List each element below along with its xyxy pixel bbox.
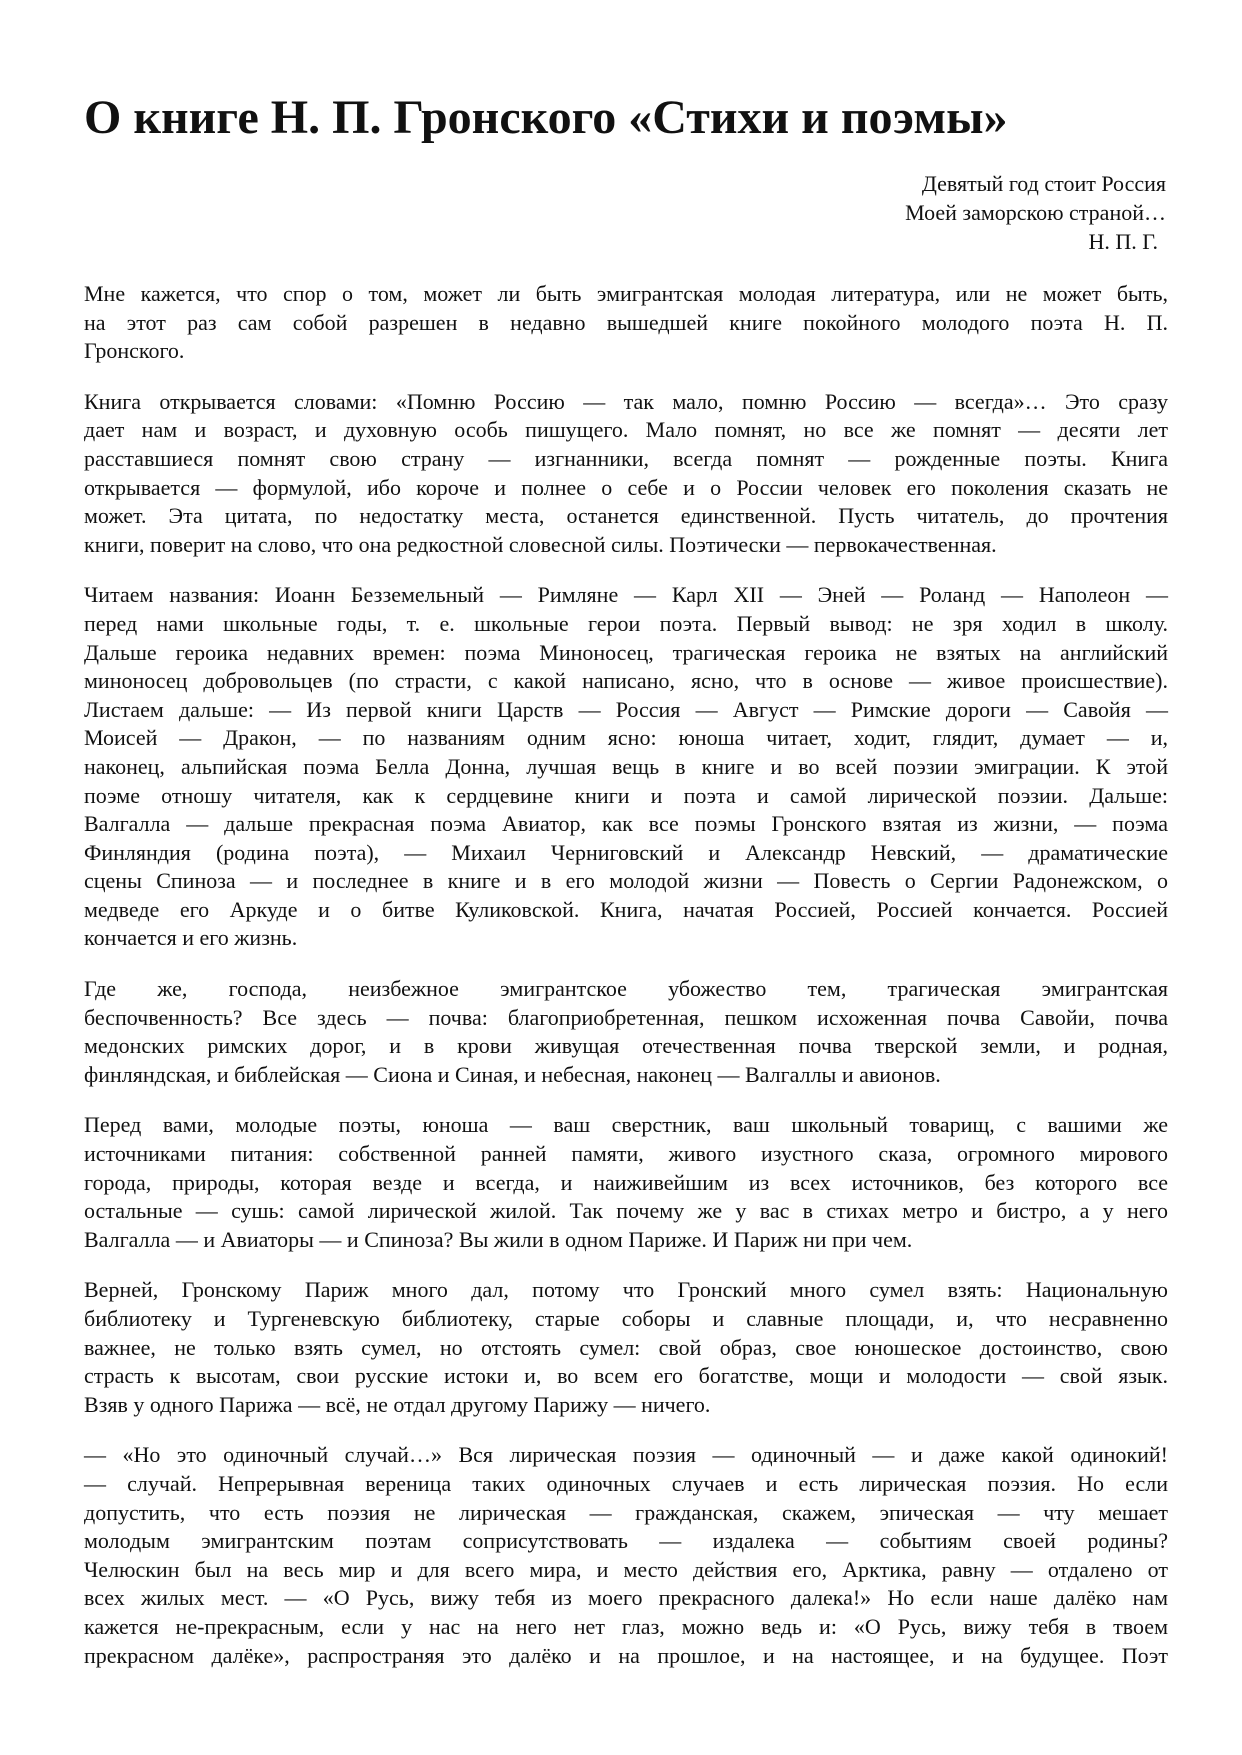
epigraph-signature: Н. П. Г. — [1088, 229, 1158, 254]
paragraph — [84, 581, 1168, 953]
text-line: миноносец добровольцев (по страсти, с какой написано, ясно, что в основе — живое происшествие). — [84, 668, 1168, 694]
text-line: Мне кажется, что спор о том, может ли быть эмигрантская молодая литература, или не может быть, — [84, 281, 1168, 306]
text-line: Валгалла — и Авиаторы — и Спиноза? Вы жили в одном Париже. И Париж ни при чем. — [84, 1226, 913, 1252]
text-line: может. Эта цитата, по недостатку места, останется единственной. Пусть читатель, до прочтения — [84, 503, 1168, 529]
text-line: страсть к высотам, свои русские истоки и, во всем его богатстве, мощи и молодости — свой язык. — [84, 1363, 1168, 1389]
text-line: сцены Спиноза — и последнее в книге и в его молодой жизни — Повесть о Сергии Радонежском, о — [84, 868, 1168, 894]
paragraph — [84, 388, 1168, 560]
text-line: Листаем дальше: — Из первой книги Царств — Россия — Август — Римские дороги — Савойя — — [84, 696, 1168, 722]
text-line: остальные — сушь: самой лирической жилой. Так почему же у вас в стихах метро и бистро, а у него — [84, 1198, 1168, 1224]
text-line: Книга открывается словами: «Помню Россию — так мало, помню Россию — всегда»… Это сразу — [84, 388, 1168, 414]
paragraph — [84, 280, 1168, 366]
text-line: важнее, не только взять сумел, но отстоять сумел: свой образ, свое юношеское достоинство, свою — [84, 1334, 1168, 1360]
text-line: библиотеку и Тургеневскую библиотеку, старые соборы и славные площади, и, что несравненно — [84, 1306, 1168, 1331]
text-line: Где же, господа, неизбежное эмигрантское убожество тем, трагическая эмигрантская — [84, 976, 1168, 1002]
text-line: допустить, что есть поэзия не лирическая — гражданская, скажем, эпическая — чту мешает — [84, 1499, 1168, 1525]
text-line: источниками питания: собственной ранней памяти, живого изустного сказа, огромного мирового — [84, 1141, 1168, 1167]
text-line: Моисей — Дракон, — по названиям одним ясно: юноша читает, ходит, глядит, думает — и, — [84, 725, 1168, 751]
text-line: Взяв у одного Парижа — всё, не отдал другому Парижу — ничего. — [84, 1391, 711, 1417]
text-line: Челюскин был на весь мир и для всего мира, и место действия его, Арктика, равну — отдалено от — [84, 1556, 1168, 1582]
text-line: финляндская, и библейская — Сиона и Синая, и небесная, наконец — Валгаллы и авионов. — [84, 1061, 941, 1087]
text-line: дает нам и возраст, и духовную особь пишущего. Мало помнят, но все же помнят — десяти лет — [84, 417, 1168, 443]
text-line: на этот раз сам собой разрешен в недавно вышедшей книге покойного молодого поэта Н. П. — [84, 309, 1168, 335]
page-title: О книге Н. П. Гронского «Стихи и поэмы» — [84, 91, 1008, 144]
text-line: молодым эмигрантским поэтам соприсутствовать — издалека — событиям своей родины? — [84, 1528, 1168, 1554]
text-line: наконец, альпийская поэма Белла Донна, лучшая вещь в книге и во всей поэзии эмиграции. К этой — [84, 753, 1168, 779]
paragraph — [84, 1111, 1168, 1254]
epigraph — [905, 169, 1166, 256]
text-line: Гронского. — [84, 338, 185, 364]
text-line: Перед вами, молодые поэты, юноша — ваш сверстник, ваш школьный товарищ, с вашими же — [84, 1112, 1168, 1138]
text-line: прекрасном далёке», распространяя это далёко и на прошлое, и на настоящее, и на будущее. Поэт — [84, 1642, 1168, 1668]
text-line: расставшиеся помнят свою страну — изгнанники, всегда помнят — рожденные поэты. Книга — [84, 445, 1168, 471]
text-line: города, природы, которая везде и всегда, и наиживейшим из всех источников, без которого все — [84, 1169, 1168, 1195]
text-line: беспочвенность? Все здесь — почва: благоприобретенная, пешком исхоженная почва Савойи, почва — [84, 1004, 1168, 1030]
text-line: всех жилых мест. — «О Русь, вижу тебя из моего прекрасного далека!» Но если наше далёко нам — [84, 1585, 1168, 1611]
text-line: поэме отношу читателя, как к сердцевине книги и поэта и самой лирической поэзии. Дальше: — [84, 782, 1168, 808]
text-line: медонских римских дорог, и в крови живущая отечественная почва тверской земли, и родная, — [84, 1033, 1168, 1059]
text-line: Валгалла — дальше прекрасная поэма Авиатор, как все поэмы Гронского взятая из жизни, — поэма — [84, 811, 1168, 837]
text-line: Финляндия (родина поэта), — Михаил Черниговский и Александр Невский, — драматические — [84, 839, 1168, 865]
text-line: — случай. Непрерывная вереница таких одиночных случаев и есть лирическая поэзия. Но если — [84, 1470, 1168, 1496]
text-line: кончается и его жизнь. — [84, 925, 298, 951]
text-line: перед нами школьные годы, т. е. школьные герои поэта. Первый вывод: не зря ходил в школу. — [84, 610, 1168, 636]
text-line: Читаем названия: Иоанн Безземельный — Римляне — Карл XII — Эней — Роланд — Наполеон — — [84, 582, 1168, 608]
article-body — [84, 280, 1168, 1692]
epigraph-line: Девятый год стоит Россия — [921, 171, 1166, 196]
text-line: медведе его Аркуде и о битве Куликовской. Книга, начатая Россией, Россией кончается. Россией — [84, 896, 1168, 922]
paragraph — [84, 1276, 1168, 1419]
paragraph — [84, 1441, 1168, 1670]
text-line: кажется не-прекрасным, если у нас на него нет глаз, можно ведь и: «О Русь, вижу тебя в твоем — [84, 1613, 1168, 1639]
paragraph — [84, 975, 1168, 1089]
text-line: открывается — формулой, ибо короче и полнее о себе и о России человек его поколения сказать не — [84, 474, 1168, 500]
text-line: — «Но это одиночный случай…» Вся лирическая поэзия — одиночный — и даже какой одинокий! — [84, 1442, 1168, 1468]
text-line: книги, поверит на слово, что она редкостной словесной силы. Поэтически — первокачественная. — [84, 531, 997, 557]
epigraph-line: Моей заморскою страной… — [905, 200, 1166, 225]
text-line: Дальше героика недавних времен: поэма Миноносец, трагическая героика не взятых на английский — [84, 639, 1168, 665]
text-line: Верней, Гронскому Париж много дал, потому что Гронский много сумел взять: Национальную — [84, 1277, 1168, 1303]
